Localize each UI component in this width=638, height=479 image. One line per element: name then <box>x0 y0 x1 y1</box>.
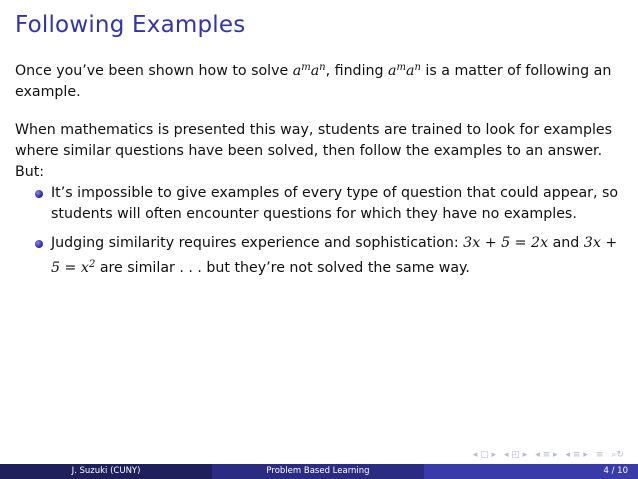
equation-quadratic: $3x + 5 = x^2$ <box>51 235 618 276</box>
intro-paragraph: Once you’ve been shown how to solve $a^ma^n$, finding $a^ma^n$ is a matter of following an example. <box>15 62 612 100</box>
footer-topic: Problem Based Learning <box>212 464 424 479</box>
slide-title: Following Examples <box>15 12 246 38</box>
search-icon[interactable]: ⌕↻ <box>611 450 624 460</box>
subsection-icon[interactable]: ◂ ≡ ▸ <box>535 450 558 460</box>
frame-next-icon[interactable]: ◂ ◰ ▸ <box>503 450 528 460</box>
equation-linear: 3x + 5 = 2x <box>463 235 549 251</box>
context-paragraph: When mathematics is presented this way, students are trained to look for examples where similar questions have been solved, then follow the examples to an answer. But: <box>15 122 613 180</box>
outline-icon[interactable]: ≡ <box>595 450 604 460</box>
footer-page-number: 4 / 10 <box>424 464 638 479</box>
frame-prev-icon[interactable]: ◂ ▢ ▸ <box>472 450 496 460</box>
bullet-item-1: It’s impossible to give examples of every type of question that could appear, so students will often encounter questions for which they have no examples. <box>15 183 627 225</box>
bullet-list <box>15 183 627 287</box>
footer-author: J. Suzuki (CUNY) <box>0 464 212 479</box>
footer-bar <box>0 464 638 479</box>
math-a-m-a-n-2: $a^ma^n$ <box>388 62 421 79</box>
bullet-item-2: Judging similarity requires experience and sophistication: 3x + 5 = 2x and $3x + 5 = x^2$ are similar . . . but they’re not solved the same way. <box>15 233 627 279</box>
beamer-navigation <box>473 450 624 460</box>
section-icon[interactable]: ◂ ≡ ▸ <box>565 450 588 460</box>
bullet-ball-icon <box>35 190 43 198</box>
bullet-ball-icon <box>35 240 43 248</box>
math-a-m-a-n: $a^ma^n$ <box>292 62 326 79</box>
